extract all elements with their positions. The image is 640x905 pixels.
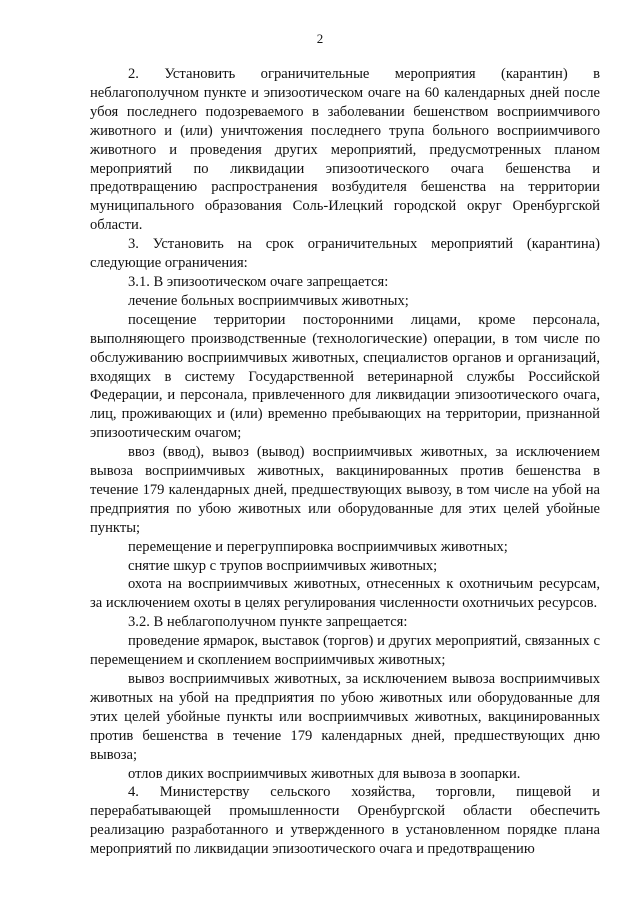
restriction-item: перемещение и перегруппировка восприимчивых животных; — [128, 538, 508, 555]
restriction-item: снятие шкур с трупов восприимчивых животных; — [128, 557, 438, 574]
restriction-item: охота на восприимчивых животных, отнесенных к охотничьим ресурсам, за исключением охоты в целях регулирования численности охотничьих ресурсов. — [90, 576, 600, 612]
restriction-item: ввоз (ввод), вывоз (вывод) восприимчивых животных, за исключением вывоза восприимчивых животных, вакцинированных против бешенства в течение 179 календарных дней, предшествующих вывозу, в том числе на убой на предприятия по убою животных или оборудованные для этих целей убойные пункты; — [90, 444, 600, 536]
paragraph-3-2: 3.2. В неблагополучном пункте запрещается: — [128, 614, 408, 631]
restriction-item: лечение больных восприимчивых животных; — [128, 292, 409, 309]
paragraph-2: 2. Установить ограничительные мероприятия (карантин) в неблагополучном пункте и эпизоотическом очаге на 60 календарных дней после убоя последнего подозреваемого в заболевании бешенством восприимчивого животного и (или) уничтожения последнего трупа больного восприимчивого животного и проведения других мероприятий, предусмотренных планом мероприятий по ликвидации эпизоотического очага бешенства и предотвращению распространения возбудителя бешенства на территории муниципального образования Соль-Илецкий городской округ Оренбургской области. — [90, 66, 600, 234]
paragraph-3: 3. Установить на срок ограничительных мероприятий (карантина) следующие ограничения: — [90, 236, 600, 272]
restriction-item: проведение ярмарок, выставок (торгов) и других мероприятий, связанных с перемещением и скоплением восприимчивых животных; — [90, 633, 600, 669]
paragraph-3-1: 3.1. В эпизоотическом очаге запрещается: — [128, 273, 389, 290]
restriction-item: отлов диких восприимчивых животных для вывоза в зоопарки. — [128, 765, 521, 782]
restriction-item: посещение территории посторонними лицами, кроме персонала, выполняющего производственные (технологические) операции, в том числе по обслуживанию восприимчивых животных, специалистов органов и организаций, входящих в систему Государственной ветеринарной службы Российской Федерации, и персонала, привлеченного для ликвидации эпизоотического очага, лиц, проживающих и (или) временно пребывающих на территории, признанной эпизоотическим очагом; — [90, 311, 600, 442]
paragraph-4: 4. Министерству сельского хозяйства, торговли, пищевой и перерабатывающей промышленности Оренбургской области обеспечить реализацию разработанного и утвержденного в установленном порядке плана мероприятий по ликвидации эпизоотического очага и предотвращению — [90, 784, 600, 858]
page-number: 2 — [316, 31, 324, 46]
restriction-item: вывоз восприимчивых животных, за исключением вывоза восприимчивых животных на убой на предприятия по убою животных или оборудованные для этих целей убойные пункты или восприимчивых животных, вакцинированных против бешенства в течение 179 календарных дней, предшествующих дню вывоза; — [90, 671, 600, 763]
document-body — [90, 65, 600, 859]
